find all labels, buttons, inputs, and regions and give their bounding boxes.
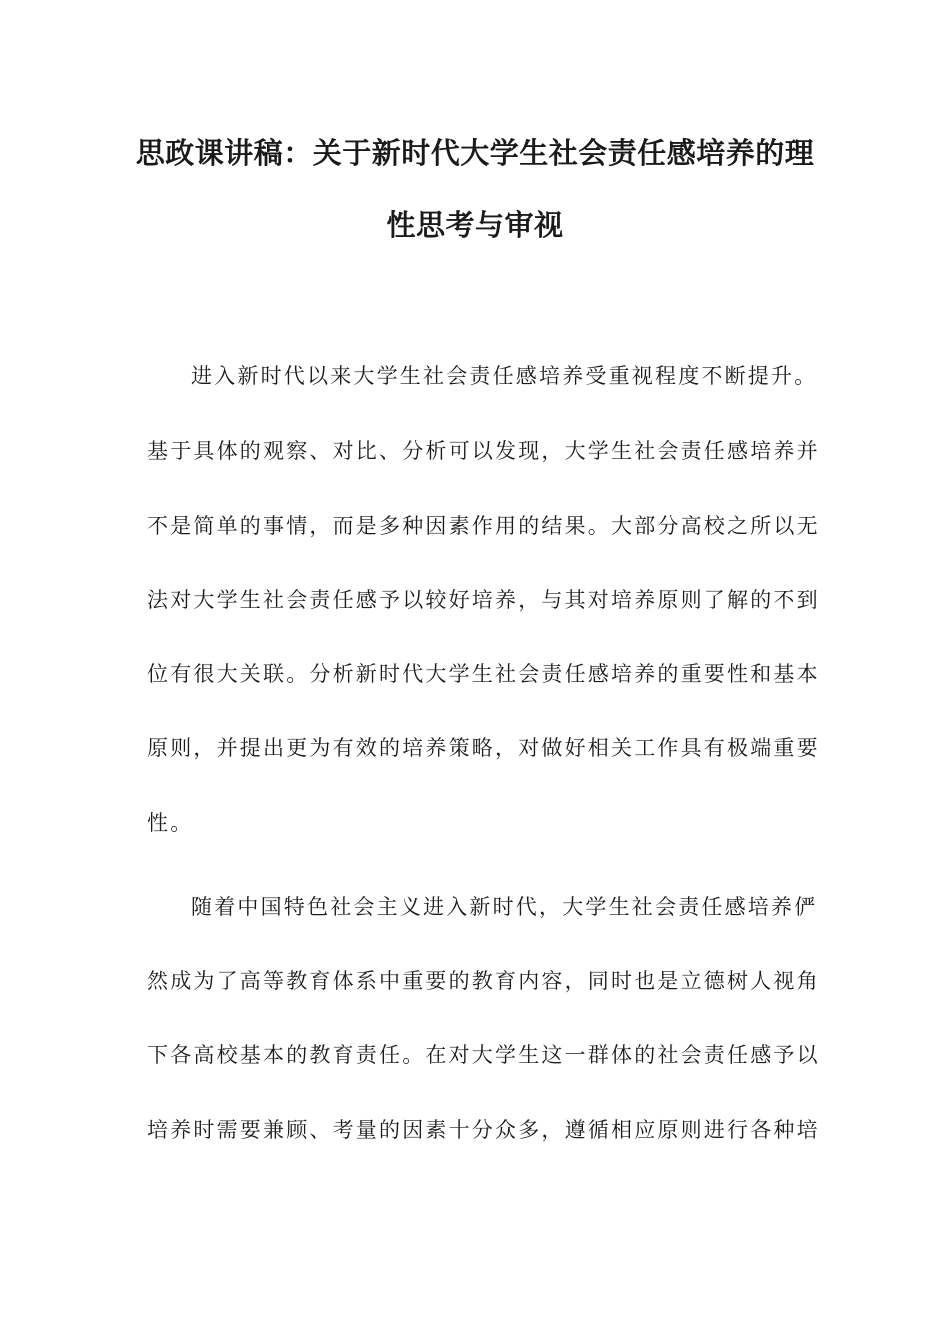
document-title-line-2: 性思考与审视 [386,208,564,242]
paragraph-line: 不是简单的事情，而是多种因素作用的结果。大部分高校之所以无 [147,514,820,538]
paragraph-line: 位有很大关联。分析新时代大学生社会责任感培养的重要性和基本 [147,662,820,686]
paragraph-line: 基于具体的观察、对比、分析可以发现，大学生社会责任感培养并 [147,439,820,463]
paragraph-line: 性。 [147,811,194,835]
document-title-line-1: 思政课讲稿：关于新时代大学生社会责任感培养的理 [135,136,815,170]
paragraph-line: 培养时需要兼顾、考量的因素十分众多，遵循相应原则进行各种培 [147,1118,820,1142]
paragraph-line: 原则，并提出更为有效的培养策略，对做好相关工作具有极端重要 [147,736,820,760]
paragraph-line: 进入新时代以来大学生社会责任感培养受重视程度不断提升。 [191,364,818,388]
paragraph-line: 下各高校基本的教育责任。在对大学生这一群体的社会责任感予以 [147,1043,820,1067]
paragraph-line: 随着中国特色社会主义进入新时代，大学生社会责任感培养俨 [191,895,818,919]
paragraph-line: 法对大学生社会责任感予以较好培养，与其对培养原则了解的不到 [147,588,820,612]
paragraph-line: 然成为了高等教育体系中重要的教育内容，同时也是立德树人视角 [147,969,820,993]
